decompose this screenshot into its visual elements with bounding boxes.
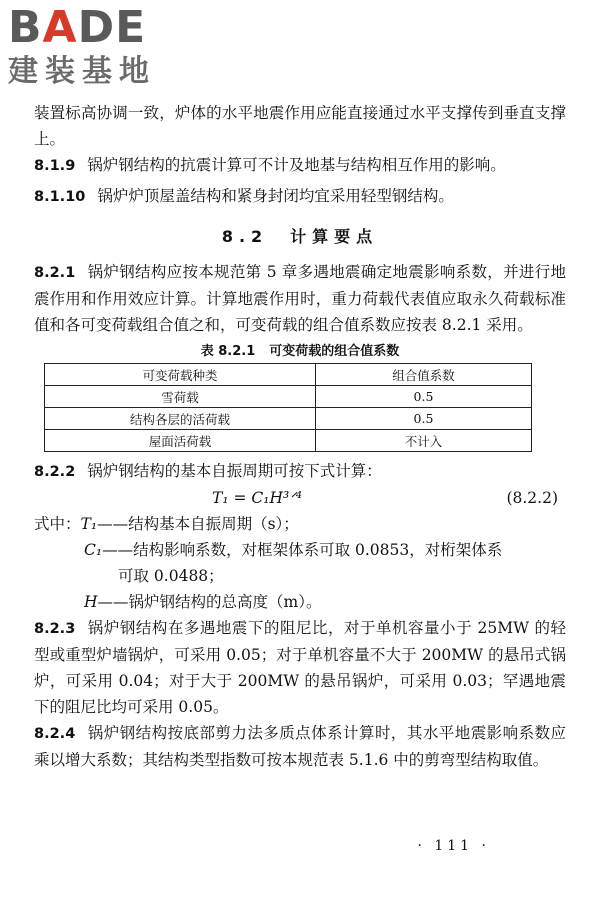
clause-text: 锅炉钢结构按底部剪力法多质点体系计算时，其水平地震影响系数应乘以增大系数；其结构类型指数可按本规范表 5.1.6 中的剪弯型结构取值。 <box>34 724 566 769</box>
paragraph-intro: 装置标高协调一致，炉体的水平地震作用应能直接通过水平支撑传到垂直支撑上。 <box>34 104 566 148</box>
definition-symbol: H <box>84 593 98 611</box>
table-cell: 不计入 <box>316 430 532 452</box>
table-header-row <box>45 364 532 386</box>
table-cell: 0.5 <box>316 408 532 430</box>
clause-8-1-9 <box>34 152 566 179</box>
definition-text: ——结构影响系数，对框架体系可取 0.0853，对桁架体系 <box>102 541 503 559</box>
definition-symbol: T₁ <box>80 515 98 533</box>
section-title: 8.2 计算要点 <box>221 227 379 246</box>
table-row <box>45 430 532 452</box>
formula-definitions <box>34 511 566 615</box>
table-cell: 结构各层的活荷载 <box>45 408 316 430</box>
clause-8-2-3 <box>34 615 566 720</box>
definition-c1 <box>34 537 566 563</box>
definition-prefix: 式中： <box>34 515 81 533</box>
clause-text: 锅炉钢结构的基本自振周期可按下式计算： <box>87 462 382 480</box>
clause-8-1-10 <box>34 183 566 210</box>
page-number: · 111 · <box>417 838 490 854</box>
clause-8-2-4 <box>34 720 566 773</box>
table-row <box>45 408 532 430</box>
clause-text: 锅炉炉顶屋盖结构和紧身封闭均宜采用轻型钢结构。 <box>97 187 454 205</box>
brand-letter-b: B <box>8 2 43 53</box>
clause-text: 锅炉钢结构应按本规范第 5 章多遇地震确定地震影响系数，并进行地震作用和作用效应计算。计算地震作用时，重力荷载代表值应取永久荷载标准值和各可变荷载组合值之和，可变荷载的组合值系数应按表 8.2.1 采用。 <box>34 263 566 334</box>
clause-number: 8.1.10 <box>34 189 86 205</box>
clause-number: 8.2.3 <box>34 621 76 637</box>
definition-text: ——锅炉钢结构的总高度（m）。 <box>97 593 322 611</box>
definition-t1 <box>34 511 566 537</box>
table-cell: 0.5 <box>316 386 532 408</box>
table-cell: 雪荷载 <box>45 386 316 408</box>
clause-8-2-2 <box>34 458 566 485</box>
definition-c1-continued: 可取 0.0488； <box>118 567 224 585</box>
brand-subtitle: 建装基地 <box>8 54 156 89</box>
table-row <box>45 386 532 408</box>
brand-watermark <box>8 2 178 89</box>
coefficient-table <box>44 363 532 452</box>
definition-h <box>34 589 566 615</box>
clause-number: 8.2.4 <box>34 726 76 742</box>
table-header-cell: 可变荷载种类 <box>45 364 316 386</box>
definition-symbol: C₁ <box>84 541 103 559</box>
brand-logo-text <box>8 2 178 56</box>
clause-text: 锅炉钢结构在多遇地震下的阻尼比，对于单机容量小于 25MW 的轻型或重型炉墙锅炉，可采用 0.05；对于单机容量不大于 200MW 的悬吊式锅炉，可采用 0.04；对于大于 200MW 的悬吊锅炉，可采用 0.03；罕遇地震下的阻尼比均可采用 0.05。 <box>34 619 566 716</box>
table-header-cell: 组合值系数 <box>316 364 532 386</box>
formula-line <box>34 485 566 511</box>
table-number: 表 8.2.1 <box>200 344 256 359</box>
clause-8-2-1 <box>34 259 566 338</box>
clause-number: 8.1.9 <box>34 158 76 174</box>
table-title: 可变荷载的组合值系数 <box>269 344 400 359</box>
table-caption <box>34 340 566 359</box>
brand-letter-a: A <box>42 2 78 53</box>
brand-letters-de: DE <box>77 2 147 53</box>
definition-text: ——结构基本自振周期（s）； <box>97 515 299 533</box>
clause-number: 8.2.2 <box>34 464 76 480</box>
formula-expression: T₁ = C₁H³ᐟ⁴ <box>212 489 302 507</box>
table-cell: 屋面活荷载 <box>45 430 316 452</box>
document-page <box>34 100 566 773</box>
clause-text: 锅炉钢结构的抗震计算可不计及地基与结构相互作用的影响。 <box>87 156 506 174</box>
clause-number: 8.2.1 <box>34 265 76 281</box>
formula-number: (8.2.2) <box>506 489 558 507</box>
